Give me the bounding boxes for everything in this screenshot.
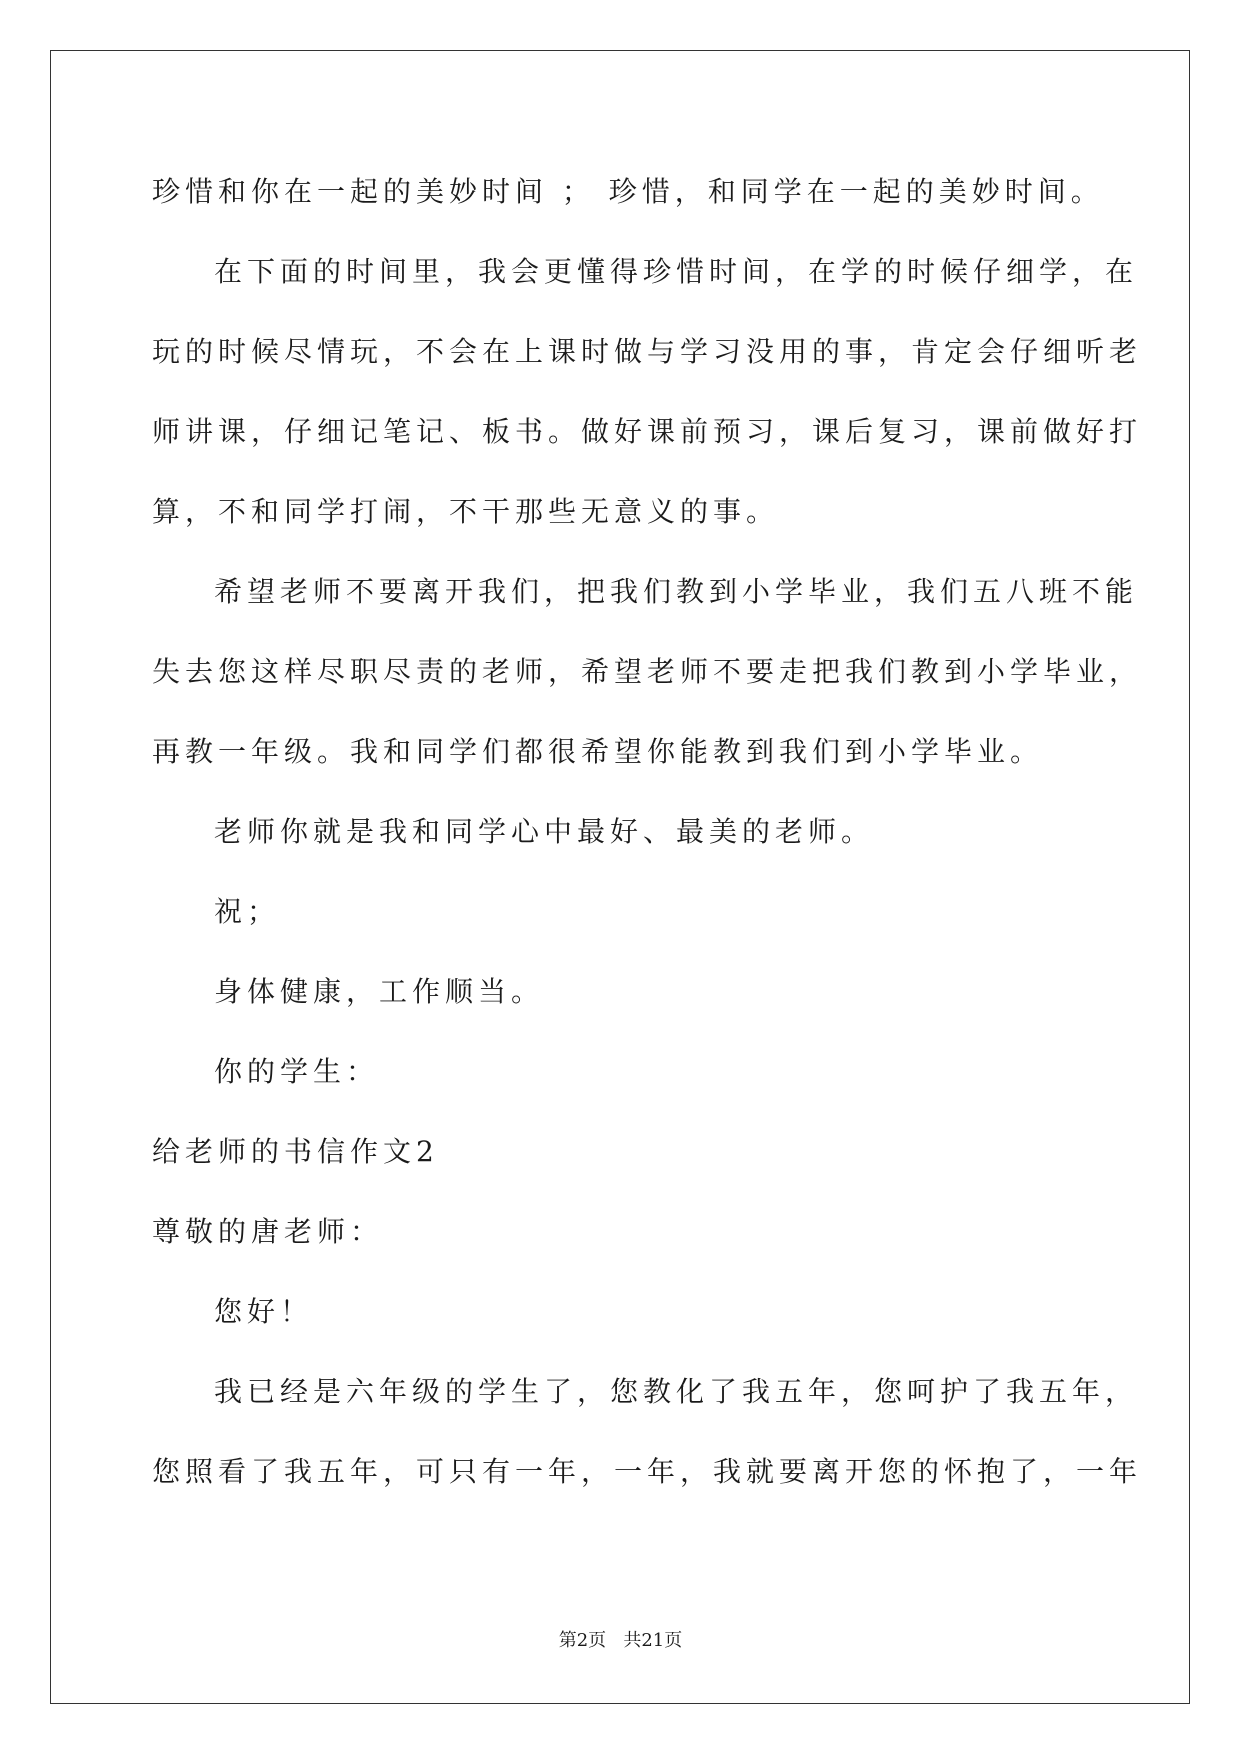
greeting: 您好！ [214, 1295, 314, 1328]
section-heading: 给老师的书信作文2 [152, 1135, 439, 1168]
text-line-9: 老师你就是我和同学心中最好、最美的老师。 [214, 815, 875, 848]
text-line-1: 珍惜和你在一起的美妙时间 ； 珍惜，和同学在一起的美妙时间。 [152, 175, 1104, 208]
text-line-16: 我已经是六年级的学生了，您教化了我五年，您呵护了我五年， [214, 1375, 1139, 1408]
text-line-5: 算，不和同学打闹，不干那些无意义的事。 [152, 495, 780, 528]
text-line-2: 在下面的时间里，我会更懂得珍惜时间，在学的时候仔细学，在 [214, 255, 1139, 288]
text-line-17: 您照看了我五年，可只有一年，一年，我就要离开您的怀抱了，一年 [152, 1455, 1143, 1488]
page-number-footer: 第2页 共21页 [558, 1630, 683, 1651]
text-line-10: 祝； [214, 895, 281, 928]
text-line-6: 希望老师不要离开我们，把我们教到小学毕业，我们五八班不能 [214, 575, 1139, 608]
text-line-3: 玩的时候尽情玩，不会在上课时做与学习没用的事，肯定会仔细听老 [152, 335, 1143, 368]
text-line-4: 师讲课，仔细记笔记、板书。做好课前预习，课后复习，课前做好打 [152, 415, 1143, 448]
text-line-8: 再教一年级。我和同学们都很希望你能教到我们到小学毕业。 [152, 735, 1044, 768]
text-line-7: 失去您这样尽职尽责的老师，希望老师不要走把我们教到小学毕业， [152, 655, 1143, 688]
text-line-11: 身体健康，工作顺当。 [214, 975, 545, 1008]
salutation: 尊敬的唐老师： [152, 1215, 384, 1248]
text-line-12: 你的学生： [214, 1055, 380, 1088]
